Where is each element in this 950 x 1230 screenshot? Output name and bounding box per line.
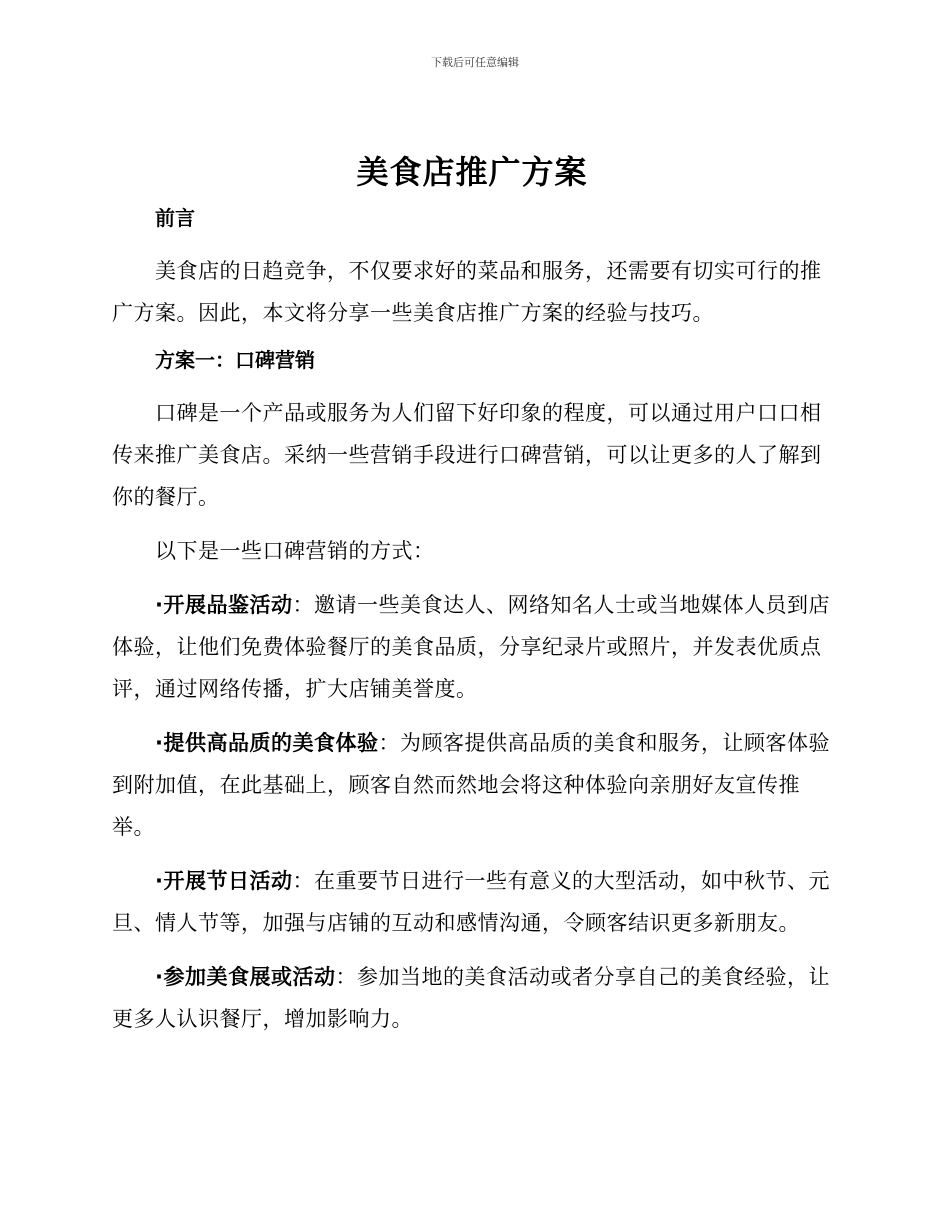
plan-one-paragraph: 口碑是一个产品或服务为人们留下好印象的程度，可以通过用户口口相传来推广美食店。采纳一些营销手段进行口碑营销，可以让更多的人了解到你的餐厅。 — [112, 401, 822, 509]
document-title: 美食店推广方案 — [356, 153, 588, 191]
list-item-text: ：参加当地的美食活动或者分享自己的美食经验，让更多人认识餐厅，增加影响力。 — [112, 965, 830, 1031]
bullet-icon: · — [155, 593, 164, 617]
bullet-icon: · — [155, 731, 164, 755]
list-item-lead: 参加美食展或活动 — [163, 965, 336, 989]
document-body — [112, 150, 832, 1052]
list-item-lead: 开展节日活动 — [163, 869, 293, 893]
preface-paragraph: 美食店的日趋竞争，不仅要求好的菜品和服务，还需要有切实可行的推广方案。因此，本文将分享一些美食店推广方案的经验与技巧。 — [112, 259, 822, 325]
list-item-text: ：邀请一些美食达人、网络知名人士或当地媒体人员到店体验，让他们免费体验餐厅的美食品质，分享纪录片或照片，并发表优质点评，通过网络传播，扩大店铺美誉度。 — [112, 593, 830, 701]
bullet-icon: · — [155, 869, 164, 893]
list-item-text: ：在重要节日进行一些有意义的大型活动，如中秋节、元旦、情人节等，加强与店铺的互动和感情沟通，令顾客结识更多新朋友。 — [112, 869, 830, 935]
list-item-tasting-event — [112, 584, 832, 710]
list-item-quality-experience — [112, 722, 832, 848]
bullet-icon: · — [155, 965, 164, 989]
list-item-holiday-event — [112, 860, 832, 944]
list-item-lead: 开展品鉴活动 — [163, 593, 293, 617]
list-intro: 以下是一些口碑营销的方式： — [155, 539, 435, 563]
section-heading-preface: 前言 — [155, 206, 195, 230]
list-item-lead: 提供高品质的美食体验 — [163, 731, 379, 755]
header-note: 下载后可任意编辑 — [431, 56, 519, 69]
section-heading-plan-one: 方案一：口碑营销 — [155, 348, 315, 372]
list-item-text: ：为顾客提供高品质的美食和服务，让顾客体验到附加值，在此基础上，顾客自然而然地会将这种体验向亲朋好友宣传推举。 — [112, 731, 830, 839]
list-item-food-expo — [112, 956, 832, 1040]
